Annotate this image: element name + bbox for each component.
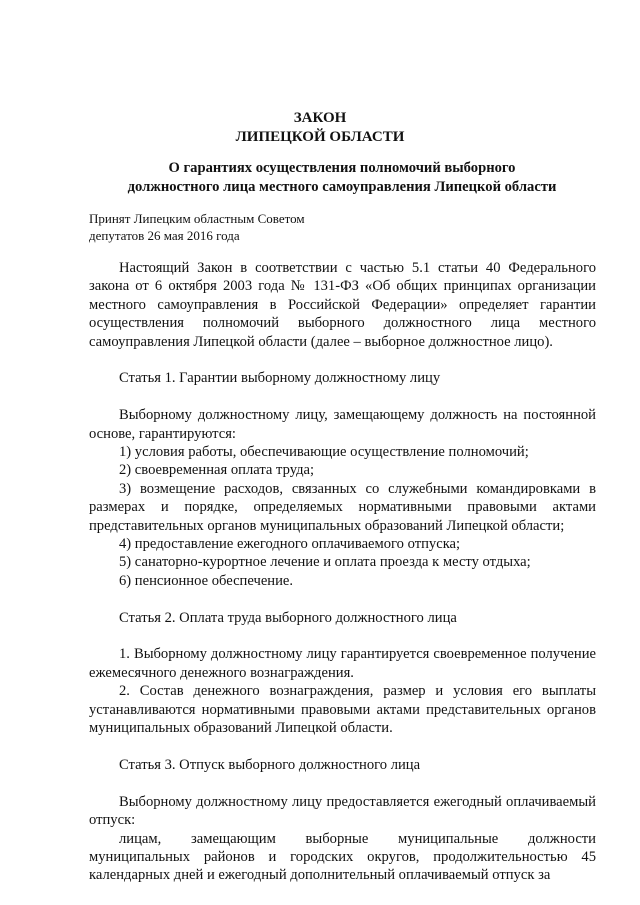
article3-item1: лицам, замещающим выборные муниципальные должности муниципальных районов и городских округов, продолжительностью 45 календарных дней и ежегодный дополнительный оплачиваемый отпуск за (89, 830, 596, 884)
law-subtitle-line2: должностного лица местного самоуправления Липецкой области (127, 178, 557, 195)
article1-item: 5) санаторно-курортное лечение и оплата проезда к месту отдыха; (119, 554, 531, 571)
article1-heading: Статья 1. Гарантии выборному должностному лицу (119, 370, 441, 387)
law-subtitle-line1: О гарантиях осуществления полномочий выборного (168, 160, 516, 176)
article3-lead: Выборному должностному лицу предоставляется ежегодный оплачиваемый отпуск: (89, 793, 596, 829)
article3-heading: Статья 3. Отпуск выборного должностного лица (119, 756, 421, 773)
article1-lead: Выборному должностному лицу, замещающему должность на постоянной основе, гарантируются: (89, 407, 596, 442)
article1-item: 4) предоставление ежегодного оплачиваемого отпуска; (119, 536, 461, 553)
article1-item: 6) пенсионное обеспечение. (119, 572, 294, 589)
article1-item: 3) возмещение расходов, связанных со служебными командировками в размерах и порядке, определяемых нормативными правовыми актами представительных органов муниципальных образований Липецкой области; (89, 480, 596, 534)
article2-paragraph2: 2. Состав денежного вознаграждения, размер и условия его выплаты устанавливаются нормативными правовыми актами представительных органов муниципальных образований Липецкой области. (89, 683, 596, 737)
intro-paragraph: Настоящий Закон в соответствии с частью 5.1 статьи 40 Федерального закона от 6 октября 2003 года № 131-ФЗ «Об общих принципах организации местного самоуправления в Российской Федерации» определяет гарантии осуществления полномочий выборного должностного лица местного самоуправления Липецкой области (далее – выборное должностное лицо). (89, 260, 596, 350)
law-title-line2: ЛИПЕЦКОЙ ОБЛАСТИ (235, 129, 405, 145)
document-body (89, 259, 596, 885)
article2-heading: Статья 2. Оплата труда выборного должностного лица (119, 609, 457, 626)
law-subtitle (90, 159, 594, 196)
article1-item: 2) своевременная оплата труда; (119, 462, 315, 479)
law-title-line1: ЗАКОН (293, 110, 347, 126)
adoption-line2: депутатов 26 мая 2016 года (89, 228, 240, 243)
article2-paragraph1: 1. Выборному должностному лицу гарантируется своевременное получение ежемесячного денежного вознаграждения. (89, 646, 596, 681)
law-title (0, 109, 640, 147)
adoption-note (89, 210, 489, 244)
adoption-line1: Принят Липецким областным Советом (89, 211, 305, 226)
article1-item: 1) условия работы, обеспечивающие осуществление полномочий; (119, 444, 529, 461)
